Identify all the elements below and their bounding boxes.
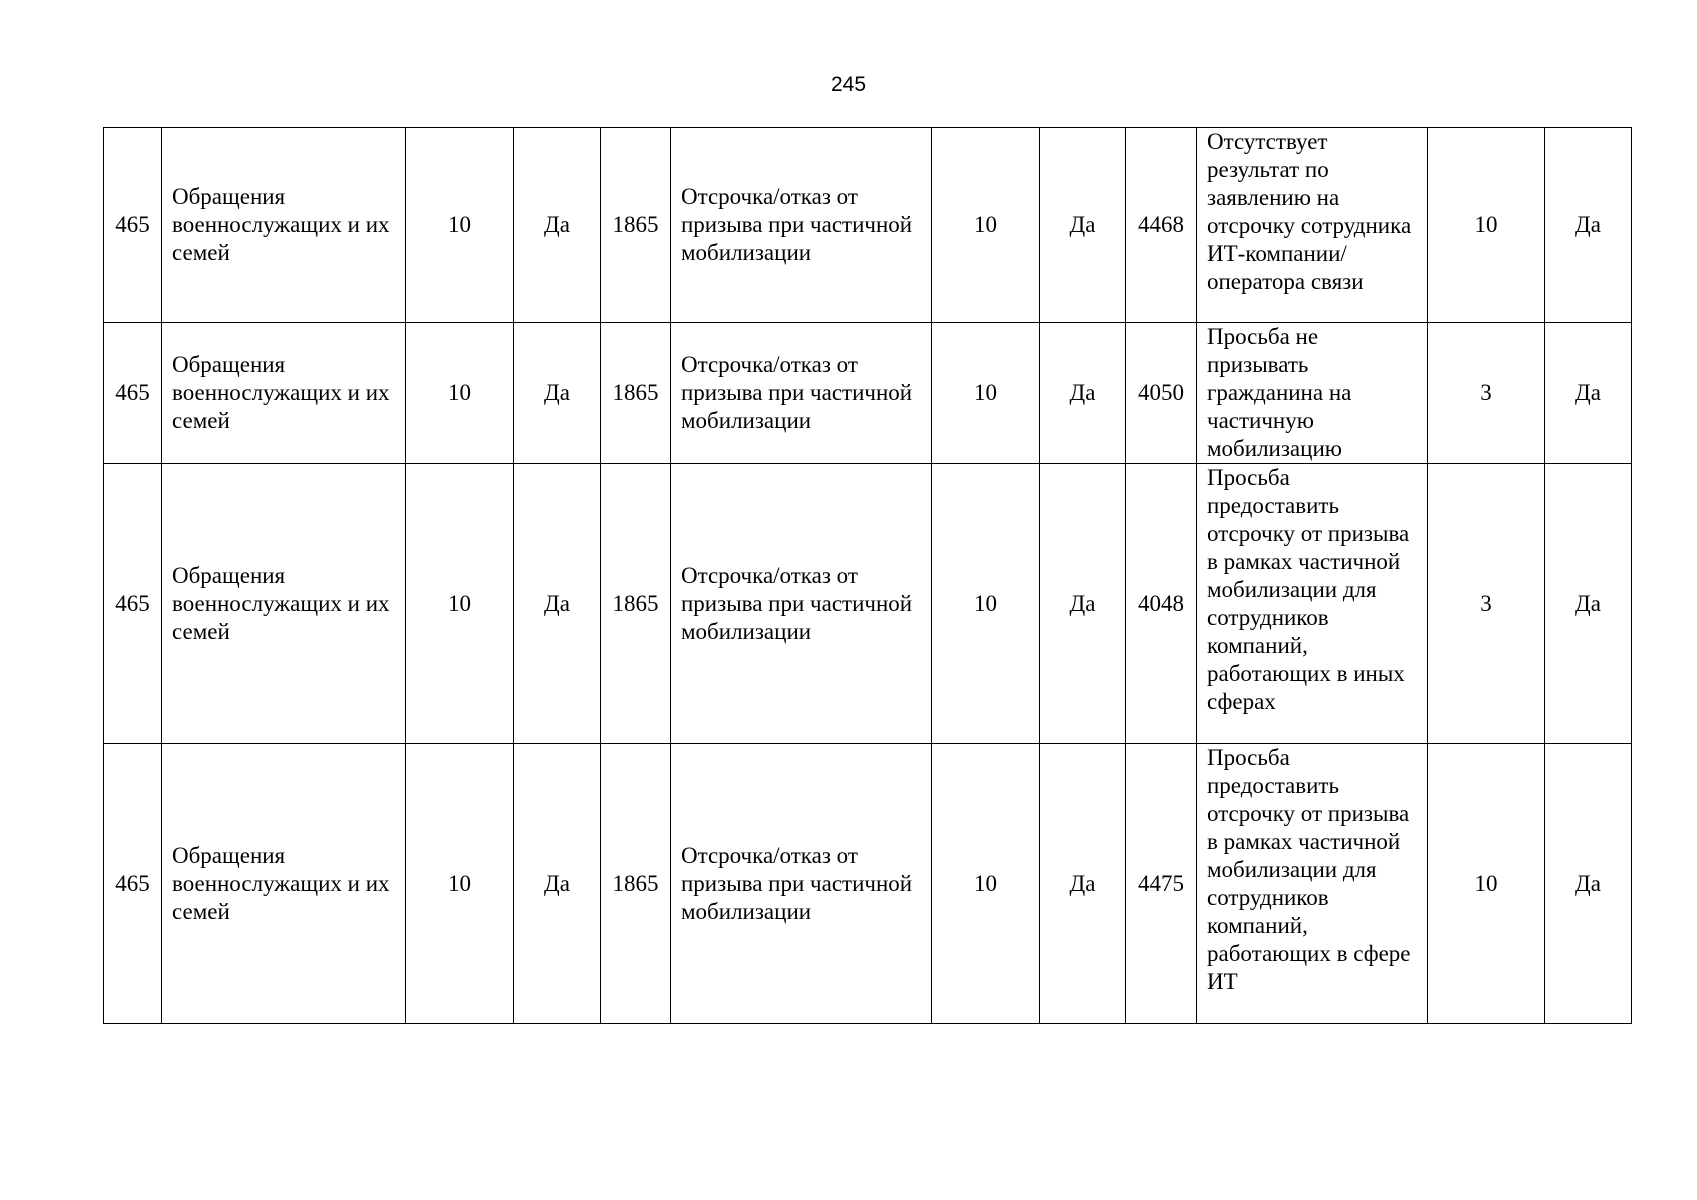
category-id-cell: 465 — [104, 128, 162, 323]
category-name-cell: Обращения военнослужащих и их семей — [162, 128, 406, 323]
topic-score-cell: 10 — [932, 323, 1040, 464]
subtopic-score-cell: 3 — [1428, 464, 1545, 744]
category-flag-cell: Да — [514, 744, 601, 1024]
subtopic-name-cell: Просьба не призывать гражданина на частичную мобилизацию — [1197, 323, 1428, 464]
subtopic-score-cell: 10 — [1428, 128, 1545, 323]
topic-score-cell: 10 — [932, 744, 1040, 1024]
category-id-cell: 465 — [104, 464, 162, 744]
topic-flag-cell: Да — [1040, 464, 1126, 744]
table-row — [104, 464, 1632, 744]
page-number: 245 — [830, 73, 867, 96]
topic-score-cell: 10 — [932, 464, 1040, 744]
category-flag-cell: Да — [514, 128, 601, 323]
subtopic-name-cell: Просьба предоставить отсрочку от призыва в рамках частичной мобилизации для сотрудников компаний, работающих в сфере ИТ — [1197, 744, 1428, 1024]
topic-id-cell: 1865 — [601, 464, 671, 744]
subtopic-id-cell: 4468 — [1126, 128, 1197, 323]
category-name-cell: Обращения военнослужащих и их семей — [162, 744, 406, 1024]
subtopic-flag-cell: Да — [1545, 464, 1632, 744]
subtopic-score-cell: 10 — [1428, 744, 1545, 1024]
topic-score-cell: 10 — [932, 128, 1040, 323]
topic-flag-cell: Да — [1040, 744, 1126, 1024]
subtopic-flag-cell: Да — [1545, 128, 1632, 323]
table-row — [104, 128, 1632, 323]
topic-name-cell: Отсрочка/отказ от призыва при частичной мобилизации — [671, 744, 932, 1024]
category-name-cell: Обращения военнослужащих и их семей — [162, 464, 406, 744]
subtopic-name-cell: Отсутствует результат по заявлению на отсрочку сотрудника ИТ-компании/оператора связи — [1197, 128, 1428, 323]
topic-flag-cell: Да — [1040, 323, 1126, 464]
table-row — [104, 744, 1632, 1024]
category-score-cell: 10 — [406, 744, 514, 1024]
category-score-cell: 10 — [406, 464, 514, 744]
subtopic-score-cell: 3 — [1428, 323, 1545, 464]
category-id-cell: 465 — [104, 744, 162, 1024]
category-flag-cell: Да — [514, 464, 601, 744]
table-row — [104, 323, 1632, 464]
category-score-cell: 10 — [406, 323, 514, 464]
classification-table — [103, 127, 1632, 1024]
topic-name-cell: Отсрочка/отказ от призыва при частичной мобилизации — [671, 323, 932, 464]
topic-flag-cell: Да — [1040, 128, 1126, 323]
topic-id-cell: 1865 — [601, 744, 671, 1024]
topic-id-cell: 1865 — [601, 323, 671, 464]
subtopic-id-cell: 4050 — [1126, 323, 1197, 464]
category-score-cell: 10 — [406, 128, 514, 323]
topic-name-cell: Отсрочка/отказ от призыва при частичной мобилизации — [671, 128, 932, 323]
category-id-cell: 465 — [104, 323, 162, 464]
subtopic-name-cell: Просьба предоставить отсрочку от призыва в рамках частичной мобилизации для сотрудников компаний, работающих в иных сферах — [1197, 464, 1428, 744]
subtopic-id-cell: 4048 — [1126, 464, 1197, 744]
subtopic-flag-cell: Да — [1545, 744, 1632, 1024]
topic-id-cell: 1865 — [601, 128, 671, 323]
category-flag-cell: Да — [514, 323, 601, 464]
topic-name-cell: Отсрочка/отказ от призыва при частичной мобилизации — [671, 464, 932, 744]
subtopic-id-cell: 4475 — [1126, 744, 1197, 1024]
category-name-cell: Обращения военнослужащих и их семей — [162, 323, 406, 464]
subtopic-flag-cell: Да — [1545, 323, 1632, 464]
